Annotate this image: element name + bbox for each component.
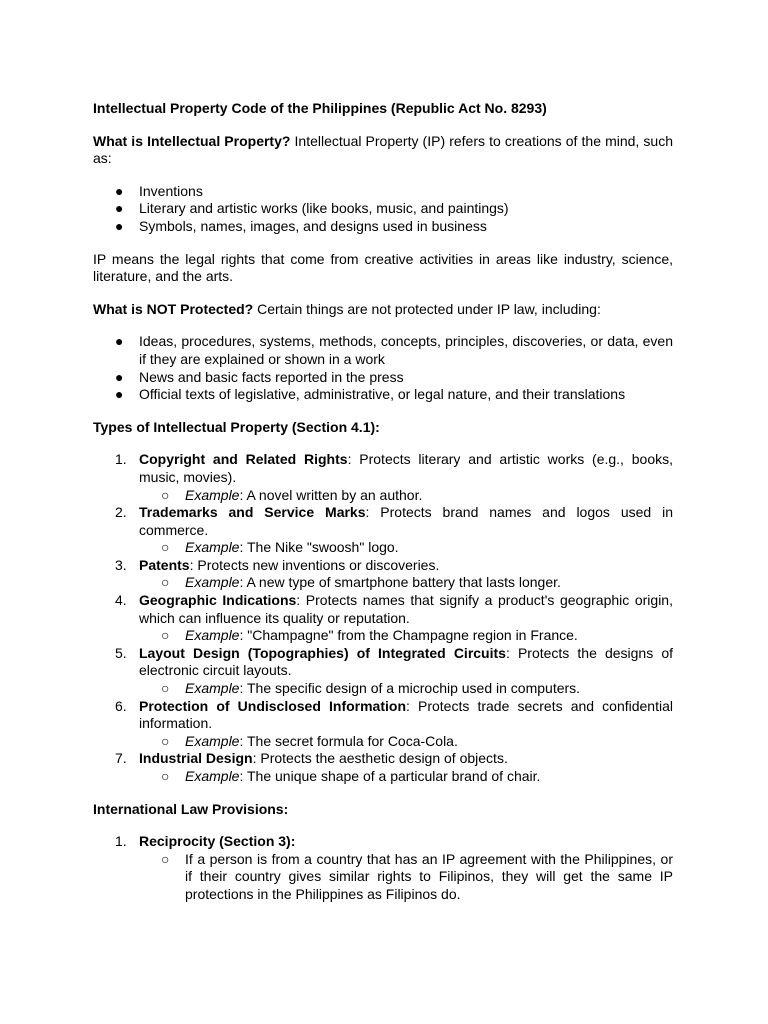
ip-means-paragraph: IP means the legal rights that come from creative activities in areas like industry, science, literature, and the arts. bbox=[93, 250, 673, 285]
circle-bullet-icon: ○ bbox=[161, 627, 170, 644]
bullet-icon: ● bbox=[115, 368, 124, 385]
reciprocity-detail: ○ If a person is from a country that has an IP agreement with the Philippines, or if their country gives similar rights to Filipinos, they will get the same IP protections in the Philippines as Filipinos do. bbox=[161, 850, 673, 902]
bullet-icon: ● bbox=[115, 182, 124, 199]
bullet-icon: ● bbox=[115, 217, 124, 234]
list-item: ● Official texts of legislative, administrative, or legal nature, and their translations bbox=[115, 386, 626, 403]
not-protected-heading: What is NOT Protected? bbox=[93, 300, 254, 317]
list-item: ● News and basic facts reported in the press bbox=[115, 368, 404, 385]
ip-examples-list bbox=[93, 183, 673, 236]
not-protected-list bbox=[93, 333, 673, 403]
example-item: ○ Example: A new type of smartphone battery that lasts longer. bbox=[161, 574, 561, 591]
ip-type-item: 1. Copyright and Related Rights: Protects literary and artistic works (e.g., books, music, movies). ○ Example: A novel written by an author. bbox=[115, 451, 673, 503]
international-heading: International Law Provisions: bbox=[93, 800, 289, 817]
document-content bbox=[93, 100, 673, 919]
bullet-icon: ● bbox=[115, 333, 124, 350]
ip-type-item: 5. Layout Design (Topographies) of Integrated Circuits: Protects the designs of electronic circuit layouts. ○ Example: The specific design of a microchip used in computers. bbox=[115, 644, 673, 697]
circle-bullet-icon: ○ bbox=[161, 486, 170, 503]
bullet-icon: ● bbox=[115, 200, 124, 217]
ip-type-item: 7. Industrial Design: Protects the aesthetic design of objects. ○ Example: The unique shape of a particular brand of chair. bbox=[93, 750, 673, 785]
what-is-ip-paragraph: What is Intellectual Property? Intellectual Property (IP) refers to creations of the mind, such as: bbox=[93, 132, 673, 167]
circle-bullet-icon: ○ bbox=[161, 680, 170, 697]
list-item: ● Inventions bbox=[115, 182, 203, 199]
types-heading: Types of Intellectual Property (Section 4.1): bbox=[93, 418, 380, 435]
list-item: ● Ideas, procedures, systems, methods, concepts, principles, discoveries, or data, even if they are explained or shown in a work bbox=[115, 333, 673, 367]
international-item: 1. Reciprocity (Section 3): ○ If a person is from a country that has an IP agreement with the Philippines, or if their country gives similar rights to Filipinos, they will get the same IP protections in the Philippines as Filipinos do. bbox=[115, 833, 673, 902]
example-item: ○ Example: The Nike "swoosh" logo. bbox=[161, 539, 399, 556]
example-item: ○ Example: The specific design of a microchip used in computers. bbox=[161, 680, 581, 697]
document-title: Intellectual Property Code of the Philippines (Republic Act No. 8293) bbox=[93, 100, 547, 116]
circle-bullet-icon: ○ bbox=[161, 850, 170, 867]
example-item: ○ Example: A novel written by an author. bbox=[161, 486, 423, 503]
list-item: ● Symbols, names, images, and designs used in business bbox=[115, 217, 487, 234]
bullet-icon: ● bbox=[115, 386, 124, 403]
ip-type-item: 3. Patents: Protects new inventions or discoveries. ○ Example: A new type of smartphone battery that lasts longer. bbox=[93, 557, 673, 592]
ip-type-item: 4. Geographic Indications: Protects names that signify a product's geographic origin, which can influence its quality or reputation. ○ Example: "Champagne" from the Champagne region in France. bbox=[115, 592, 673, 644]
list-item: ● Literary and artistic works (like books, music, and paintings) bbox=[115, 200, 509, 217]
ip-types-list bbox=[93, 451, 673, 785]
circle-bullet-icon: ○ bbox=[161, 539, 170, 556]
circle-bullet-icon: ○ bbox=[161, 574, 170, 591]
international-list bbox=[93, 833, 673, 903]
circle-bullet-icon: ○ bbox=[161, 732, 170, 749]
example-item: ○ Example: The unique shape of a particular brand of chair. bbox=[161, 768, 541, 784]
circle-bullet-icon: ○ bbox=[161, 768, 170, 784]
example-item: ○ Example: The secret formula for Coca-Cola. bbox=[161, 732, 458, 749]
not-protected-paragraph: What is NOT Protected? Certain things are not protected under IP law, including: bbox=[93, 300, 601, 317]
what-is-ip-heading: What is Intellectual Property? bbox=[93, 132, 291, 149]
example-item: ○ Example: "Champagne" from the Champagne region in France. bbox=[161, 627, 578, 644]
ip-type-item: 6. Protection of Undisclosed Information: Protects trade secrets and confidential information. ○ Example: The secret formula for Coca-Cola. bbox=[115, 697, 673, 749]
ip-type-item: 2. Trademarks and Service Marks: Protects brand names and logos used in commerce. ○ Example: The Nike "swoosh" logo. bbox=[115, 504, 673, 556]
